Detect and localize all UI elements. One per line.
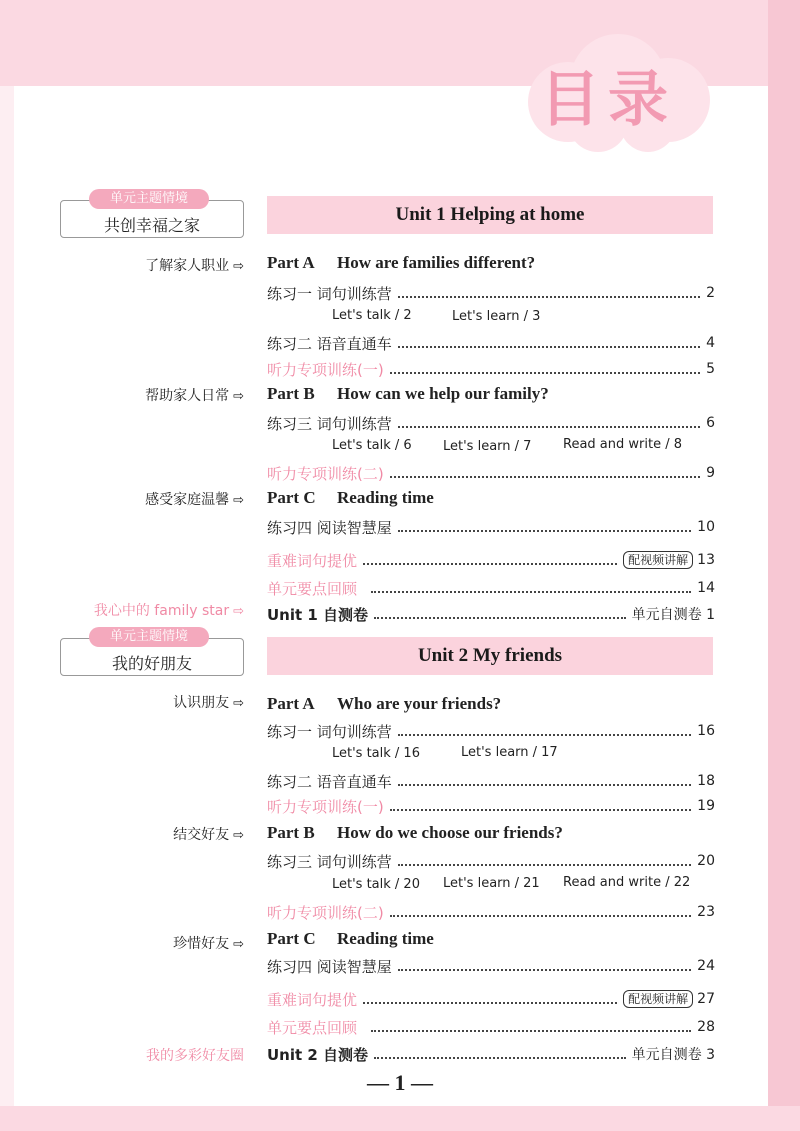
toc-row[interactable]: 听力专项训练(一) 5	[267, 360, 715, 379]
side-label: 了解家人职业 ⇨	[145, 258, 244, 274]
sub-entry[interactable]: Let's learn / 17	[461, 745, 558, 760]
arrow-icon: ⇨	[233, 389, 244, 404]
side-label: 我心中的 family star ⇨	[93, 603, 244, 619]
sub-entry[interactable]: Let's learn / 7	[443, 439, 532, 454]
side-label: 我的多彩好友圈	[146, 1048, 244, 1064]
toc-row[interactable]: 单元要点回顾 28	[267, 1018, 715, 1037]
unit-banner-1: Unit 1 Helping at home	[267, 196, 713, 234]
part-a[interactable]: Part A Who are your friends?	[267, 694, 502, 713]
sub-entry[interactable]: Let's talk / 20	[332, 877, 420, 892]
right-band	[768, 0, 800, 1131]
sub-entry[interactable]: Let's learn / 21	[443, 876, 540, 891]
sub-entry[interactable]: Let's talk / 16	[332, 746, 420, 761]
theme-name: 我的好朋友	[111, 654, 192, 673]
side-label: 感受家庭温馨 ⇨	[145, 492, 244, 508]
toc-row[interactable]: 练习二 语音直通车 4	[267, 334, 715, 353]
arrow-icon: ⇨	[233, 937, 244, 952]
part-c[interactable]: Part C Reading time	[267, 488, 434, 507]
toc-row[interactable]: Unit 2 自测卷 单元自测卷 3	[267, 1045, 715, 1064]
arrow-icon: ⇨	[233, 493, 244, 508]
page-title: 目录	[540, 65, 676, 135]
bottom-band	[0, 1106, 800, 1131]
arrow-icon: ⇨	[233, 604, 244, 619]
toc-row[interactable]: 听力专项训练(二) 9	[267, 464, 715, 483]
side-label: 结交好友 ⇨	[173, 827, 244, 843]
toc-row[interactable]: 单元要点回顾 14	[267, 579, 715, 598]
theme-name: 共创幸福之家	[103, 216, 200, 235]
theme-tag: 单元主题情境	[89, 189, 209, 209]
sub-entry[interactable]: Read and write / 8	[563, 437, 682, 452]
theme-box-unit1	[60, 191, 244, 238]
toc-row[interactable]: 练习一 词句训练营 16	[267, 722, 715, 741]
sub-entry[interactable]: Let's talk / 2	[332, 308, 412, 323]
sub-entry[interactable]: Read and write / 22	[563, 875, 691, 890]
toc-row[interactable]: 练习三 词句训练营 20	[267, 852, 715, 871]
sub-entry[interactable]: Let's learn / 3	[452, 309, 541, 324]
toc-row[interactable]: 听力专项训练(一) 19	[267, 797, 715, 816]
arrow-icon: ⇨	[233, 696, 244, 711]
toc-row[interactable]: 练习四 阅读智慧屋 24	[267, 957, 715, 976]
toc-row[interactable]: 重难词句提优 配视频讲解 27	[267, 990, 715, 1009]
toc-row[interactable]: 练习二 语音直通车 18	[267, 772, 715, 791]
side-label: 珍惜好友 ⇨	[173, 936, 244, 952]
toc-row[interactable]: Unit 1 自测卷 单元自测卷 1	[267, 605, 715, 624]
toc-row[interactable]: 练习一 词句训练营 2	[267, 284, 715, 303]
page-number: — 1 —	[367, 1070, 433, 1095]
toc-row[interactable]: 听力专项训练(二) 23	[267, 903, 715, 922]
toc-row[interactable]: 练习四 阅读智慧屋 10	[267, 518, 715, 537]
part-a[interactable]: Part A How are families different?	[267, 253, 536, 272]
side-label: 帮助家人日常 ⇨	[145, 388, 244, 404]
toc-row[interactable]: 重难词句提优 配视频讲解 13	[267, 551, 715, 570]
video-badge: 配视频讲解	[623, 990, 693, 1008]
side-label: 认识朋友 ⇨	[173, 695, 244, 711]
toc-row[interactable]: 练习三 词句训练营 6	[267, 414, 715, 433]
part-c[interactable]: Part C Reading time	[267, 929, 434, 948]
video-badge: 配视频讲解	[623, 551, 693, 569]
theme-tag: 单元主题情境	[89, 627, 209, 647]
arrow-icon: ⇨	[233, 828, 244, 843]
unit-banner-2: Unit 2 My friends	[267, 637, 713, 675]
part-b[interactable]: Part B How can we help our family?	[267, 384, 549, 403]
arrow-icon: ⇨	[233, 259, 244, 274]
part-b[interactable]: Part B How do we choose our friends?	[267, 823, 563, 842]
theme-box-unit2	[60, 629, 244, 676]
sub-entry[interactable]: Let's talk / 6	[332, 438, 412, 453]
